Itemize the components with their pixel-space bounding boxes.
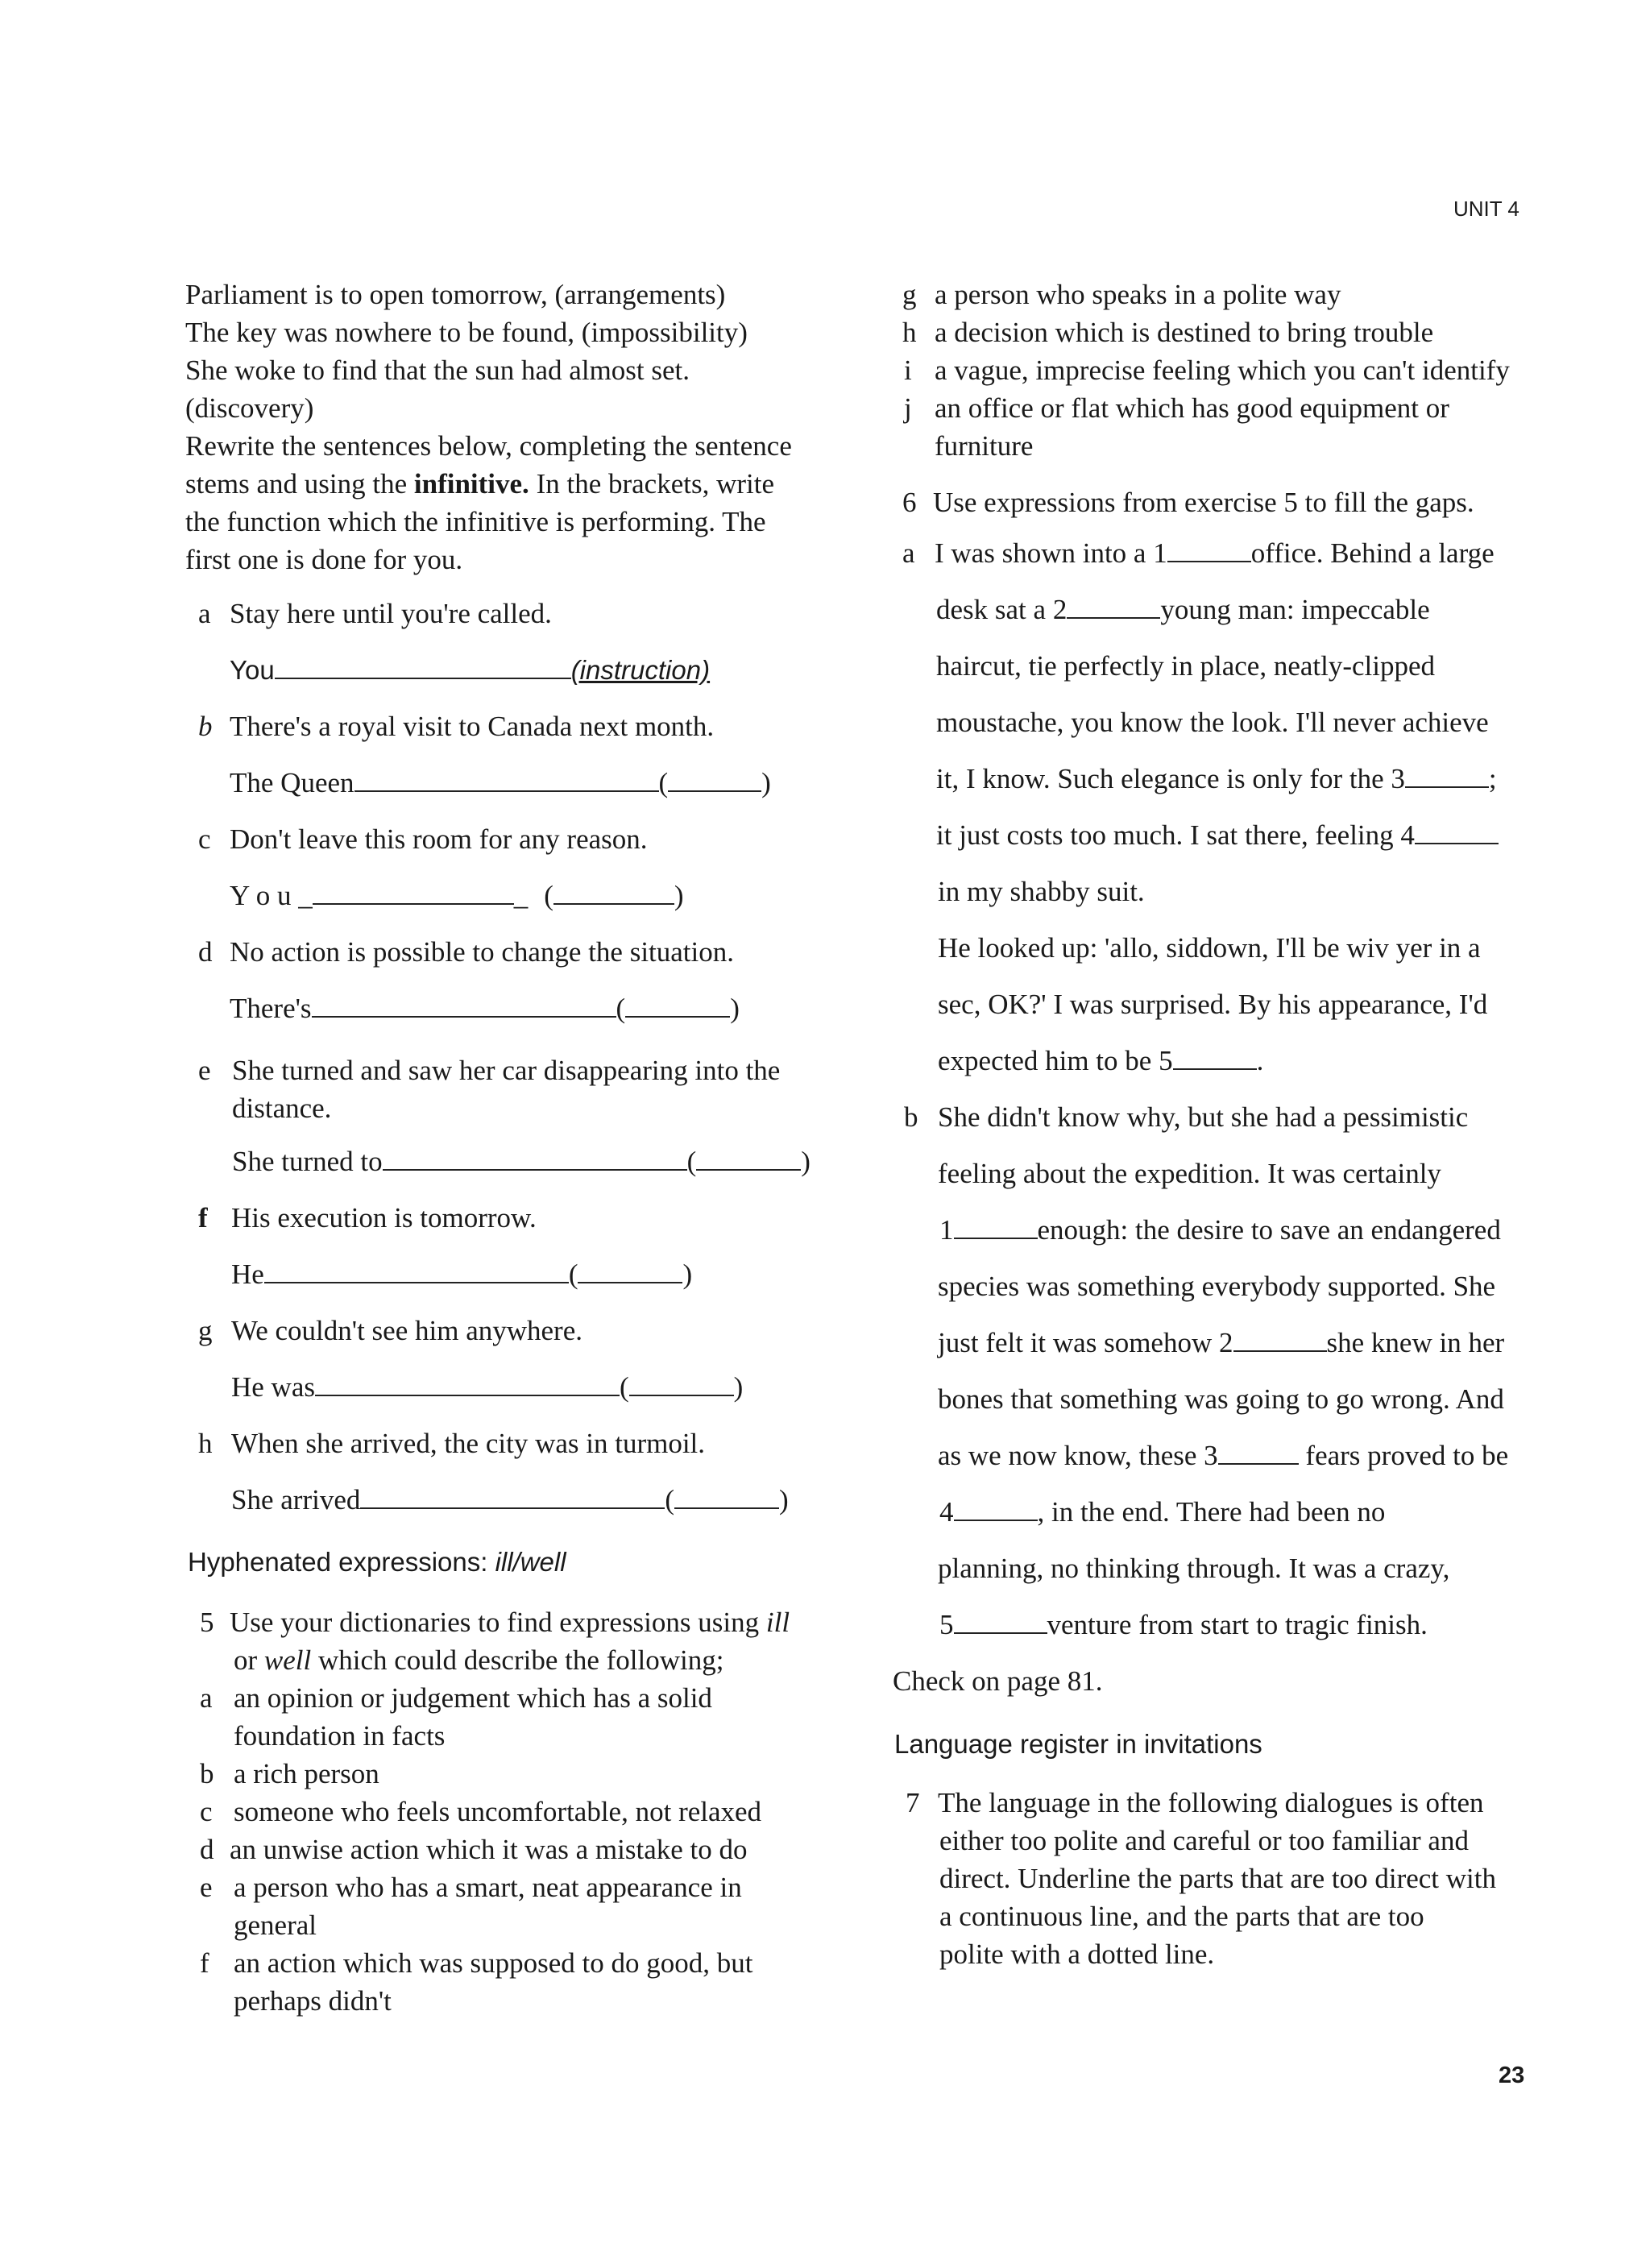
ex6-b-line-3 [939,1211,1501,1249]
ex6-a-letter: a [902,537,915,569]
gap-b1[interactable] [954,1213,1038,1239]
item-c-tail: _ [513,880,529,911]
ex6-b-line-10 [939,1606,1428,1644]
ex5-item-h-line-1: a decision which is destined to bring trouble [935,317,1434,348]
item-a-function: (instruction) [570,655,711,685]
instruction-bold-infinitive: infinitive. [413,468,529,500]
item-d-sentence: No action is possible to change the situation. [230,936,735,968]
ex5-item-j-line-2: furniture [935,430,1034,462]
item-c-letter: c [198,823,211,855]
item-c-answer-line [230,877,684,914]
instruction-line-3: the function which the infinitive is performing. The [185,506,766,537]
ex5-text: which could describe the following; [311,1644,724,1676]
ex5-item-i-line-1: a vague, imprecise feeling which you can't identify [935,355,1510,386]
ex5-item-e-letter: e [200,1872,213,1903]
ex6-text: young man: impeccable [1160,594,1430,625]
ex6-text: expected him to be 5 [938,1045,1173,1076]
section-heading-text: Hyphenated expressions: [188,1547,495,1577]
ex5-item-i-letter: i [904,355,912,386]
gap-b5[interactable] [954,1608,1047,1634]
ex6-text: it just costs too much. I sat there, feeling 4 [936,819,1415,851]
ex5-item-h-letter: h [902,317,917,348]
page-number: 23 [1499,2063,1525,2088]
gap-a4[interactable] [1415,819,1499,844]
ex5-item-b-line-1: a rich person [234,1758,379,1789]
unit-label: UNIT 4 [1453,197,1519,221]
ex6-b-line-7 [938,1437,1508,1474]
paren-open: ( [544,880,553,911]
ex6-a-line-8: He looked up: 'allo, siddown, I'll be wiv yer in a [938,932,1481,964]
item-b-letter: b [198,711,213,742]
gap-b2[interactable] [1233,1326,1327,1352]
intro-line-1: Parliament is to open tomorrow, (arrangements) [185,279,726,310]
ex5-item-f-letter: f [200,1947,209,1979]
instruction-text: In the brackets, write [529,468,774,500]
ex5-item-f-line-1: an action which was supposed to do good, but [234,1947,753,1979]
ex6-b-line-4: species was something everybody supported. She [938,1271,1496,1302]
paren-close: ) [779,1484,789,1515]
ex6-instruction: Use expressions from exercise 5 to fill the gaps. [933,487,1474,518]
ex7-number: 7 [906,1787,920,1818]
ex5-item-f-line-2: perhaps didn't [234,1985,392,2017]
answer-blank[interactable] [354,766,659,792]
ex6-a-line-9: sec, OK?' I was surprised. By his appearance, I'd [938,989,1488,1020]
ex5-item-d-letter: d [200,1834,214,1865]
ex6-b-line-6: bones that something was going to go wrong. And [938,1383,1504,1415]
item-g-letter: g [198,1315,213,1346]
ex5-item-e-line-2: general [234,1909,317,1941]
section-heading-italic: ill/well [495,1547,566,1577]
paren-open: ( [686,1146,697,1177]
paren-close: ) [682,1258,693,1290]
ex6-text: enough: the desire to save an endangered [1037,1214,1501,1246]
item-e-answer-line [232,1142,810,1180]
ex6-text: desk sat a 2 [936,594,1068,625]
item-e-sentence: She turned and saw her car disappearing into the [232,1055,781,1086]
item-c-sentence: Don't leave this room for any reason. [230,823,648,855]
ex6-a-line-1 [935,534,1495,572]
paren-open: ( [658,767,669,798]
ex7-line-3: direct. Underline the parts that are too direct with [939,1863,1496,1894]
answer-blank[interactable] [360,1483,665,1509]
paren-close: ) [674,880,684,911]
intro-line-4: (discovery) [185,392,314,424]
function-blank[interactable] [553,879,674,905]
item-b-answer-line [230,764,771,802]
item-f-letter: f [198,1202,208,1234]
ex5-item-g-line-1: a person who speaks in a polite way [935,279,1341,310]
ex6-a-line-7: in my shabby suit. [938,876,1145,907]
gap-b3[interactable] [1218,1439,1299,1465]
ex6-a-line-3: haircut, tie perfectly in place, neatly-clipped [936,650,1436,682]
item-d-answer-line [230,989,740,1027]
ex6-a-line-4: moustache, you know the look. I'll never achieve [936,707,1489,738]
ex6-b-letter: b [904,1101,918,1133]
item-g-sentence: We couldn't see him anywhere. [231,1315,582,1346]
instruction-line-4: first one is done for you. [185,544,463,575]
answer-blank[interactable] [275,653,571,679]
check-note: Check on page 81. [893,1665,1103,1697]
item-a-answer-line [230,651,710,689]
item-e-sentence-cont: distance. [232,1093,332,1124]
instruction-text: stems and using the [185,468,414,500]
ex6-text: . [1256,1045,1264,1076]
ex6-b-line-9: planning, no thinking through. It was a crazy, [938,1553,1450,1584]
item-f-stem: He [231,1258,264,1290]
ex6-text: office. Behind a large [1250,537,1495,569]
item-h-answer-line [231,1481,789,1519]
ex5-item-b-letter: b [200,1758,214,1789]
item-h-letter: h [198,1428,213,1459]
ex7-line-4: a continuous line, and the parts that are too [939,1901,1424,1932]
item-g-stem: He was [231,1371,315,1403]
ex5-italic-ill: ill [765,1607,790,1638]
item-d-stem: There's [230,993,312,1024]
ex5-item-a-line-1: an opinion or judgement which has a solid [234,1682,712,1714]
instruction-line-2 [185,465,774,503]
ex5-item-a-letter: a [200,1682,213,1714]
paren-close: ) [801,1146,810,1177]
item-a-letter: a [198,598,211,629]
item-d-letter: d [198,936,213,968]
ex6-a-line-2 [936,591,1430,628]
intro-line-3: She woke to find that the sun had almost set. [185,355,690,386]
item-h-sentence: When she arrived, the city was in turmoil. [231,1428,706,1459]
paren-open: ( [620,1371,629,1403]
ex7-line-5: polite with a dotted line. [939,1938,1215,1970]
ex6-text: just felt it was somehow 2 [938,1327,1233,1358]
answer-blank[interactable] [315,1370,620,1396]
paren-open: ( [616,993,626,1024]
gap-b4[interactable] [954,1495,1038,1521]
item-c-stem: Y o u _ [230,880,313,911]
item-h-stem: She arrived [231,1484,361,1515]
item-b-stem: The Queen [230,767,354,798]
ex6-text: 4 [939,1496,954,1528]
ex5-item-a-line-2: foundation in facts [234,1720,446,1752]
gap-a1[interactable] [1167,537,1251,562]
item-a-sentence: Stay here until you're called. [230,598,552,629]
gap-a5[interactable] [1173,1044,1257,1070]
paren-close: ) [730,993,740,1024]
section-heading-hyphenated [188,1547,566,1578]
ex5-item-d-line-1: an unwise action which it was a mistake to do [230,1834,748,1865]
ex6-text: as we now know, these 3 [938,1440,1218,1471]
ex6-text: I was shown into a 1 [935,537,1167,569]
ex6-b-line-5 [938,1324,1504,1362]
item-a-stem: You [230,655,275,685]
gap-a3[interactable] [1405,762,1489,788]
ex6-text: 1 [939,1214,954,1246]
answer-blank[interactable] [313,879,514,905]
paren-close: ) [733,1371,744,1403]
section-heading-register: Language register in invitations [894,1729,1262,1759]
ex6-text: , in the end. There had been no [1037,1496,1386,1528]
ex6-text: she knew in her [1326,1327,1505,1358]
ex5-line-1 [230,1603,790,1641]
ex5-italic-well: well [263,1644,312,1676]
ex7-line-1: The language in the following dialogues is often [938,1787,1484,1818]
function-blank[interactable] [629,1370,734,1396]
answer-blank[interactable] [383,1145,687,1171]
item-f-sentence: His execution is tomorrow. [231,1202,537,1234]
ex5-line-2 [234,1641,723,1679]
ex6-a-line-5 [936,760,1497,798]
ex7-line-2: either too polite and careful or too familiar and [939,1825,1469,1856]
function-blank[interactable] [696,1145,801,1171]
ex6-text: it, I know. Such elegance is only for the 3 [936,763,1405,794]
ex5-item-c-letter: c [200,1796,213,1827]
ex6-b-line-1: She didn't know why, but she had a pessimistic [938,1101,1469,1133]
paren-open: ( [665,1484,675,1515]
instruction-line-1: Rewrite the sentences below, completing the sentence [185,430,792,462]
item-e-letter: e [198,1055,211,1086]
ex6-b-line-8 [939,1493,1385,1531]
answer-blank[interactable] [264,1258,569,1283]
function-blank[interactable] [625,992,730,1018]
function-blank[interactable] [668,766,761,792]
ex6-b-line-2: feeling about the expedition. It was certainly [938,1158,1441,1189]
ex6-text: fears proved to be [1298,1440,1509,1471]
ex5-text: or [234,1644,264,1676]
ex6-number: 6 [902,487,917,518]
ex6-text: ; [1488,763,1497,794]
ex6-text: 5 [939,1609,954,1640]
ex6-text: venture from start to tragic finish. [1047,1609,1428,1640]
ex5-text: Use your dictionaries to find expressions using [230,1607,766,1638]
function-blank[interactable] [674,1483,779,1509]
ex5-item-j-line-1: an office or flat which has good equipment or [935,392,1449,424]
intro-line-2: The key was nowhere to be found, (impossibility) [185,317,748,348]
ex5-item-c-line-1: someone who feels uncomfortable, not relaxed [234,1796,762,1827]
ex5-item-e-line-1: a person who has a smart, neat appearance in [234,1872,742,1903]
item-e-stem: She turned to [232,1146,383,1177]
ex6-a-line-10 [938,1042,1263,1080]
item-b-sentence: There's a royal visit to Canada next month. [230,711,715,742]
answer-blank[interactable] [312,992,616,1018]
ex6-a-line-6 [936,816,1499,854]
item-g-answer-line [231,1368,743,1406]
ex5-number: 5 [200,1607,214,1638]
ex5-item-j-letter: j [904,392,912,424]
paren-close: ) [761,767,771,798]
function-blank[interactable] [578,1258,682,1283]
gap-a2[interactable] [1067,593,1160,619]
item-f-answer-line [231,1255,692,1293]
ex5-item-g-letter: g [902,279,917,310]
paren-open: ( [568,1258,578,1290]
